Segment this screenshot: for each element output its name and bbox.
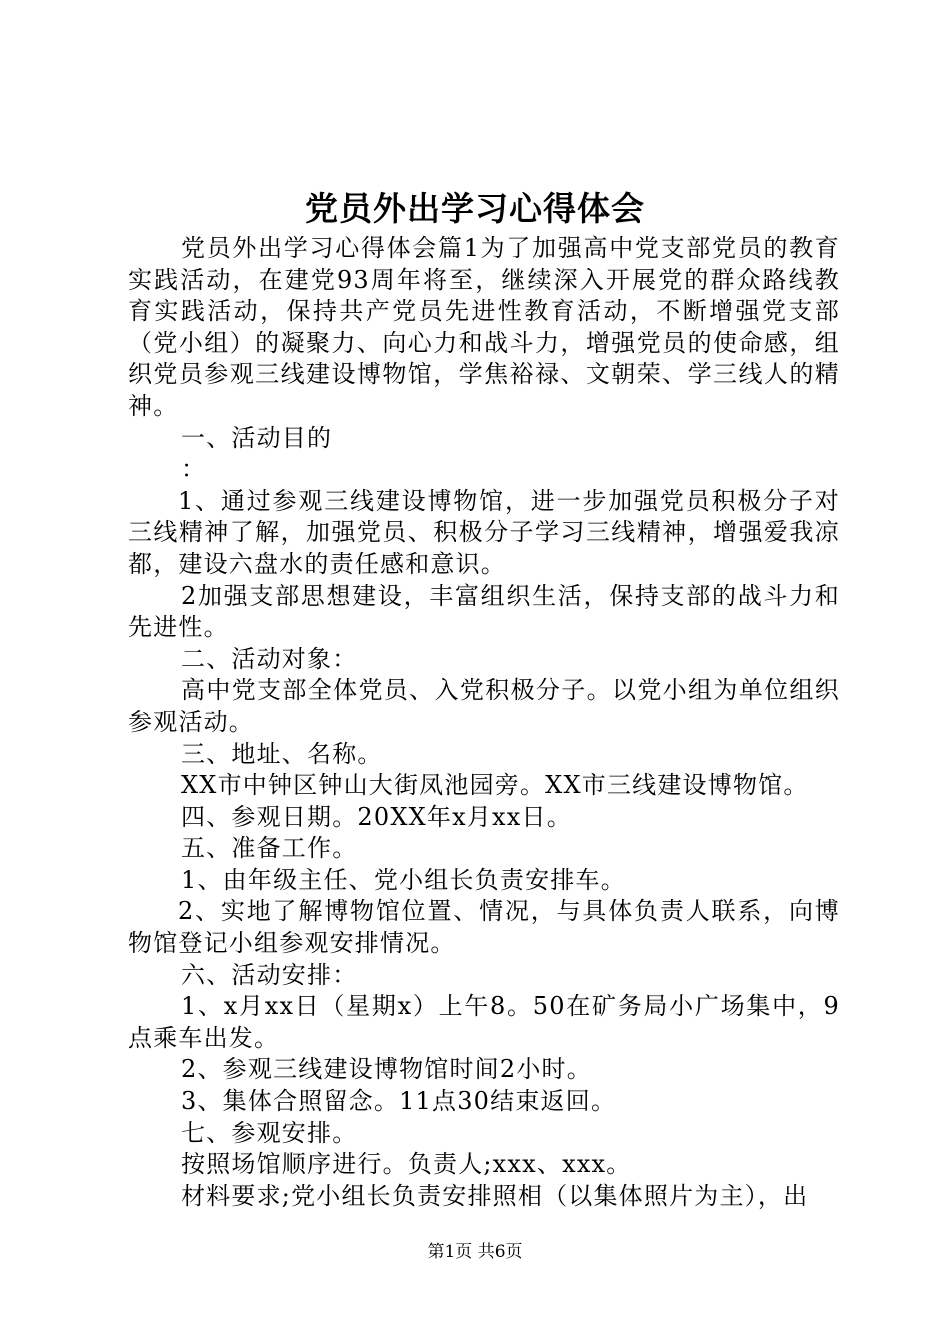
document-title: 党员外出学习心得体会 bbox=[305, 189, 645, 228]
paragraph: 2、实地了解博物馆位置、情况，与具体负责人联系，向博物馆登记小组参观安排情况。 bbox=[128, 897, 840, 958]
paragraph: 1、x月xx日（星期x）上午8。50在矿务局小广场集中，9点乘车出发。 bbox=[128, 992, 840, 1052]
section-heading: 四、参观日期。20XX年x月xx日。 bbox=[181, 802, 572, 831]
paragraph: 党员外出学习心得体会篇1为了加强高中党支部党员的教育实践活动，在建党93周年将至，继续深入开展党的群众路线教育实践活动，保持共产党员先进性教育活动，不断增强党支部（党小组）的凝聚力、向心力和战斗力，增强党员的使命感，组织党员参观三线建设博物馆，学焦裕禄、文朝荣、学三线人的精神。 bbox=[128, 234, 840, 420]
section-heading: 七、参观安排。 bbox=[181, 1118, 358, 1147]
paragraph: ： bbox=[181, 455, 207, 484]
paragraph: 2、参观三线建设博物馆时间2小时。 bbox=[181, 1055, 592, 1084]
paragraph: 材料要求;党小组长负责安排照相（以集体照片为主），出 bbox=[181, 1181, 809, 1210]
paragraph: 1、通过参观三线建设博物馆，进一步加强党员积极分子对三线精神了解，加强党员、积极分子学习三线精神，增强爱我凉都，建设六盘水的责任感和意识。 bbox=[128, 486, 840, 578]
section-heading: 三、地址、名称。 bbox=[181, 739, 383, 768]
section-heading: 五、准备工作。 bbox=[181, 834, 358, 863]
paragraph: 按照场馆顺序进行。负责人;xxx、xxx。 bbox=[181, 1150, 632, 1179]
paragraph: 高中党支部全体党员、入党积极分子。以党小组为单位组织参观活动。 bbox=[128, 676, 840, 736]
section-heading: 二、活动对象： bbox=[181, 644, 358, 673]
paragraph: 3、集体合照留念。11点30结束返回。 bbox=[181, 1087, 617, 1116]
section-heading: 一、活动目的 bbox=[181, 423, 333, 452]
document-body bbox=[128, 233, 840, 1212]
paragraph: 1、由年级主任、党小组长负责安排车。 bbox=[181, 865, 626, 894]
page-footer: 第1页 共6页 bbox=[427, 1242, 523, 1262]
paragraph: 2加强支部思想建设，丰富组织生活，保持支部的战斗力和先进性。 bbox=[128, 581, 840, 642]
paragraph: XX市中钟区钟山大街凤池园旁。XX市三线建设博物馆。 bbox=[181, 771, 809, 800]
section-heading: 六、活动安排： bbox=[181, 960, 358, 989]
